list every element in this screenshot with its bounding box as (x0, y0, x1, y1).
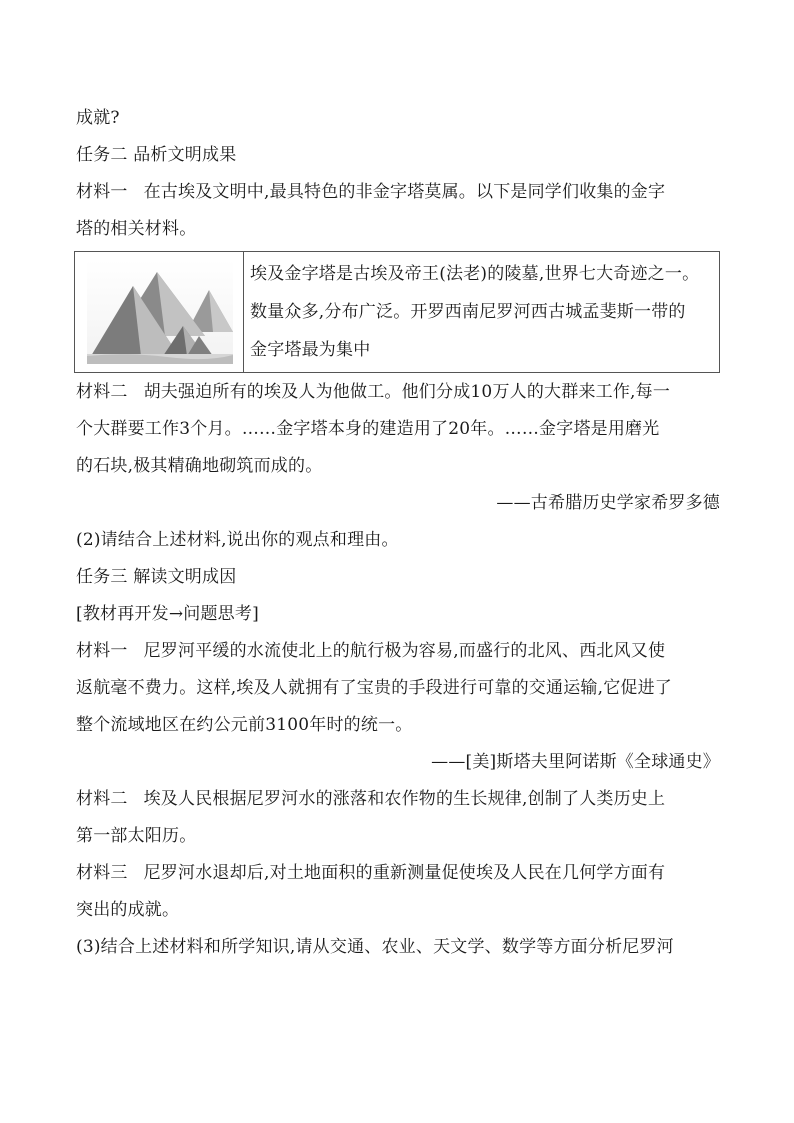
text-line: 第一部太阳历。 (76, 826, 197, 846)
text-line: 埃及人民根据尼罗河水的涨落和农作物的生长规律,创制了人类历史上 (143, 789, 666, 809)
material-label: 材料二 (76, 789, 128, 809)
text-line: 整个流域地区在约公元前3100年时的统一。 (76, 715, 413, 735)
section-tag: [教材再开发→问题思考] (76, 604, 259, 624)
text-line: 埃及金字塔是古埃及帝王(法老)的陵墓,世界七大奇迹之一。 (250, 264, 700, 284)
task-heading: 任务三 解读文明成因 (76, 567, 237, 587)
question-3: (3)结合上述材料和所学知识,请从交通、农业、天文学、数学等方面分析尼罗河 (76, 937, 674, 957)
pyramid-image (87, 260, 233, 364)
text-line: 在古埃及文明中,最具特色的非金字塔莫属。以下是同学们收集的金字 (143, 182, 666, 202)
pyramid-info-table (74, 251, 720, 373)
material-paragraph (76, 174, 720, 211)
text-line: 尼罗河水退却后,对土地面积的重新测量促使埃及人民在几何学方面有 (143, 863, 666, 883)
text-line: 金字塔最为集中 (250, 340, 371, 360)
source-citation: ——[美]斯塔夫里阿诺斯《全球通史》 (431, 752, 720, 772)
pyramid-description-cell (244, 252, 720, 373)
text-line: 尼罗河平缓的水流使北上的航行极为容易,而盛行的北风、西北风又使 (143, 641, 666, 661)
material-label: 材料一 (76, 641, 128, 661)
question-2: (2)请结合上述材料,说出你的观点和理由。 (76, 530, 399, 550)
text-line: 个大群要工作3个月。……金字塔本身的建造用了20年。……金字塔是用磨光 (76, 419, 660, 439)
text-line: 塔的相关材料。 (76, 219, 197, 239)
source-citation: ——古希腊历史学家希罗多德 (496, 493, 720, 513)
text-line: 的石块,极其精确地砌筑而成的。 (76, 456, 323, 476)
material-paragraph (76, 855, 720, 892)
material-paragraph (76, 374, 720, 411)
material-paragraph (76, 633, 720, 670)
task-heading: 任务二 品析文明成果 (76, 145, 237, 165)
text-line: 胡夫强迫所有的埃及人为他做工。他们分成10万人的大群来工作,每一 (143, 382, 671, 402)
text-line: 成就? (76, 108, 120, 128)
material-label: 材料二 (76, 382, 128, 402)
document-page (76, 100, 720, 966)
text-line: 数量众多,分布广泛。开罗西南尼罗河西古城孟斐斯一带的 (250, 302, 686, 322)
text-line: 返航毫不费力。这样,埃及人就拥有了宝贵的手段进行可靠的交通运输,它促进了 (76, 678, 673, 698)
material-label: 材料一 (76, 182, 128, 202)
pyramid-image-cell (75, 252, 244, 373)
material-paragraph (76, 781, 720, 818)
text-line: 突出的成就。 (76, 900, 180, 920)
material-label: 材料三 (76, 863, 128, 883)
